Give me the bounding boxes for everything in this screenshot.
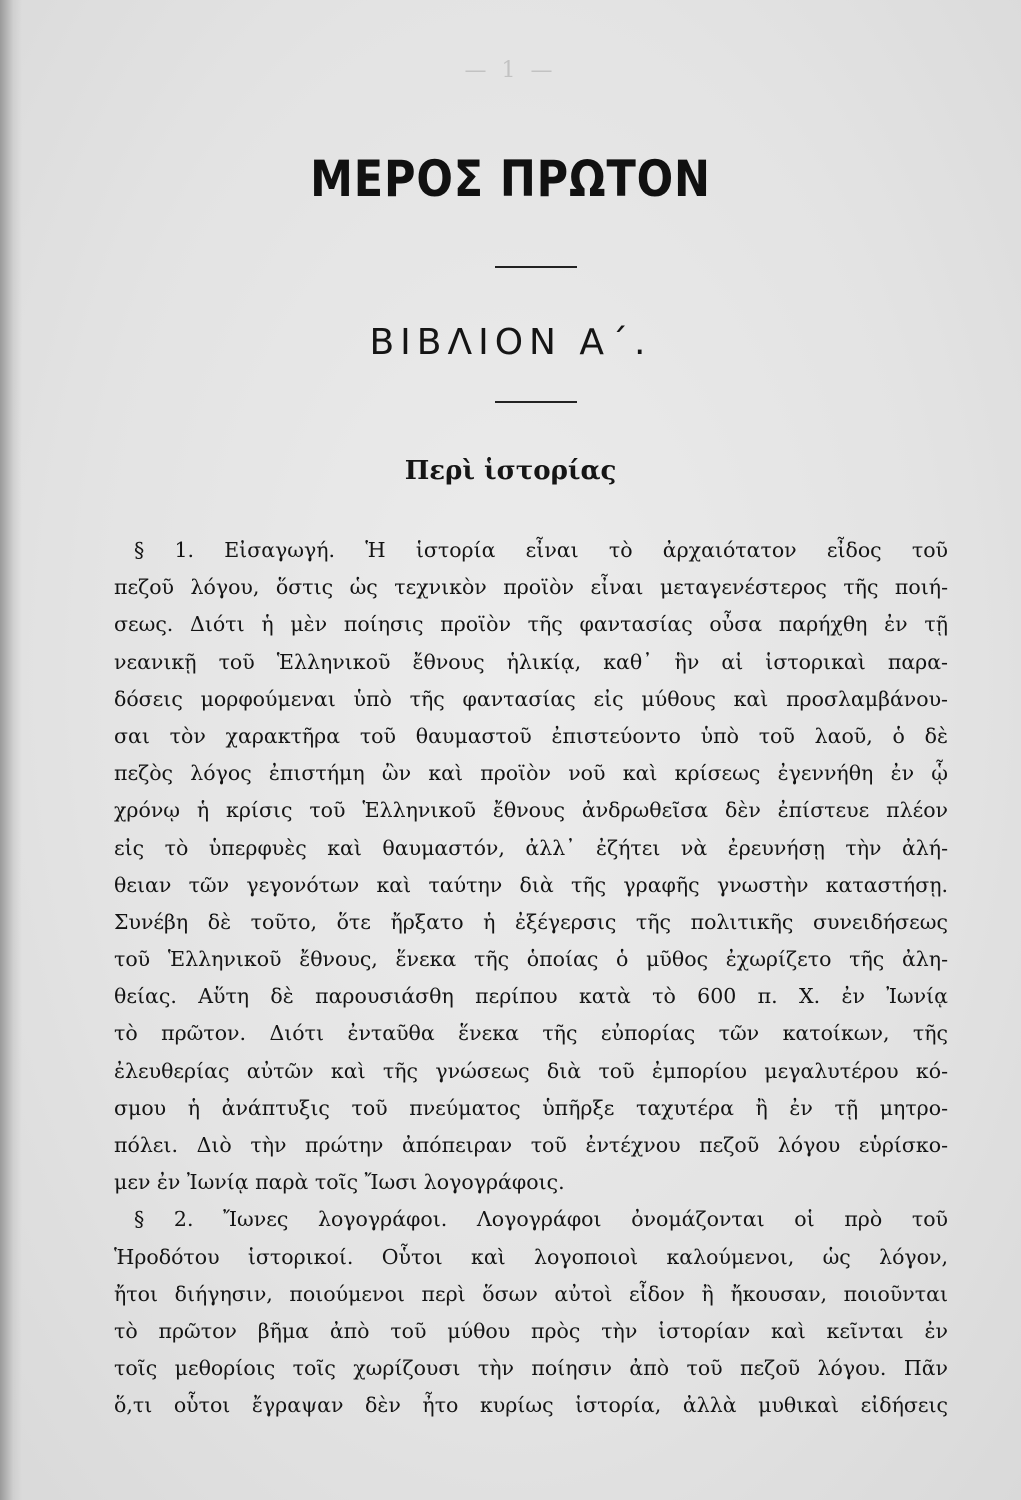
book-divider — [495, 401, 577, 403]
text-line: πεζὸς λόγος ἐπιστήμη ὢν καὶ προϊὸν νοῦ καὶ κρίσεως ἐγεννήθη ἐν ᾧ — [114, 761, 948, 786]
text-line: ὅ,τι οὗτοι ἔγραψαν δὲν ἦτο κυρίως ἱστορία, ἀλλὰ μυθικαὶ εἰδήσεις — [114, 1393, 948, 1418]
body-text — [114, 532, 948, 1425]
text-line: § 2. Ἴωνες λογογράφοι. Λογογράφοι ὀνομάζονται οἱ πρὸ τοῦ — [134, 1207, 948, 1232]
text-line: ἤτοι διήγησιν, ποιούμενοι περὶ ὅσων αὐτοὶ εἶδον ἢ ἤκουσαν, ποιοῦνται — [114, 1281, 948, 1306]
text-line: πεζοῦ λόγου, ὅστις ὡς τεχνικὸν προϊὸν εἶναι μεταγενέστερος τῆς ποιή- — [114, 575, 948, 600]
book-title: ΒΙΒΛΙΟΝ Α΄. — [369, 322, 652, 363]
part-title: ΜΕΡΟΣ ΠΡΩΤΟΝ — [310, 150, 711, 208]
text-line: σεως. Διότι ἡ μὲν ποίησις προϊὸν τῆς φαντασίας οὖσα παρήχθη ἐν τῇ — [114, 612, 948, 637]
text-line: εἰς τὸ ὑπερφυὲς καὶ θαυμαστόν, ἀλλ᾽ ἐζήτει νὰ ἐρευνήσῃ τὴν ἀλή- — [114, 835, 948, 860]
text-line: § 1. Εἰσαγωγή. Ἡ ἱστορία εἶναι τὸ ἀρχαιότατον εἶδος τοῦ — [134, 538, 948, 562]
text-line: τοῖς μεθορίοις τοῖς χωρίζουσι τὴν ποίησιν ἀπὸ τοῦ πεζοῦ λόγου. Πᾶν — [114, 1356, 948, 1381]
text-line: Ἡροδότου ἱστορικοί. Οὗτοι καὶ λογοποιοὶ καλούμενοι, ὡς λόγον, — [114, 1244, 948, 1269]
section-heading: Περὶ ἱστορίας — [404, 456, 617, 486]
text-line: σμου ἡ ἀνάπτυξις τοῦ πνεύματος ὑπῆρξε ταχυτέρα ἢ ἐν τῇ μητρο- — [114, 1095, 948, 1120]
text-line: τὸ πρῶτον. Διότι ἐνταῦθα ἕνεκα τῆς εὐπορίας τῶν κατοίκων, τῆς — [114, 1021, 948, 1046]
text-line: χρόνῳ ἡ κρίσις τοῦ Ἑλληνικοῦ ἔθνους ἀνδρωθεῖσα δὲν ἐπίστευε πλέον — [114, 798, 948, 823]
page-number: — 1 — — [464, 58, 557, 83]
spine-shadow — [0, 0, 22, 1500]
text-line: νεανικῇ τοῦ Ἑλληνικοῦ ἔθνους ἡλικίᾳ, καθ᾽ ἣν αἱ ἱστορικαὶ παρα- — [114, 649, 948, 674]
text-line: Συνέβη δὲ τοῦτο, ὅτε ἤρξατο ἡ ἐξέγερσις τῆς πολιτικῆς συνειδήσεως — [114, 909, 948, 934]
text-line: τὸ πρῶτον βῆμα ἀπὸ τοῦ μύθου πρὸς τὴν ἱστορίαν καὶ κεῖνται ἐν — [114, 1318, 948, 1343]
text-line: δόσεις μορφούμεναι ὑπὸ τῆς φαντασίας εἰς μύθους καὶ προσλαμβάνου- — [114, 686, 948, 711]
text-line: θειαν τῶν γεγονότων καὶ ταύτην διὰ τῆς γραφῆς γνωστὴν καταστήσῃ. — [114, 872, 948, 897]
text-line: τοῦ Ἑλληνικοῦ ἔθνους, ἕνεκα τῆς ὁποίας ὁ μῦθος ἐχωρίζετο τῆς ἀλη- — [114, 947, 948, 972]
text-line: θείας. Αὕτη δὲ παρουσιάσθη περίπου κατὰ τὸ 600 π. Χ. ἐν Ἰωνίᾳ — [114, 984, 948, 1009]
text-line: μεν ἐν Ἰωνίᾳ παρὰ τοῖς Ἴωσι λογογράφοις. — [114, 1170, 565, 1195]
text-line: ἐλευθερίας αὐτῶν καὶ τῆς γνώσεως διὰ τοῦ ἐμπορίου μεγαλυτέρου κό- — [114, 1058, 948, 1083]
text-line: πόλει. Διὸ τὴν πρώτην ἀπόπειραν τοῦ ἐντέχνου πεζοῦ λόγου εὑρίσκο- — [114, 1133, 948, 1157]
title-divider — [495, 266, 577, 268]
text-line: σαι τὸν χαρακτῆρα τοῦ θαυμαστοῦ ἐπιστεύοντο ὑπὸ τοῦ λαοῦ, ὁ δὲ — [114, 723, 948, 748]
